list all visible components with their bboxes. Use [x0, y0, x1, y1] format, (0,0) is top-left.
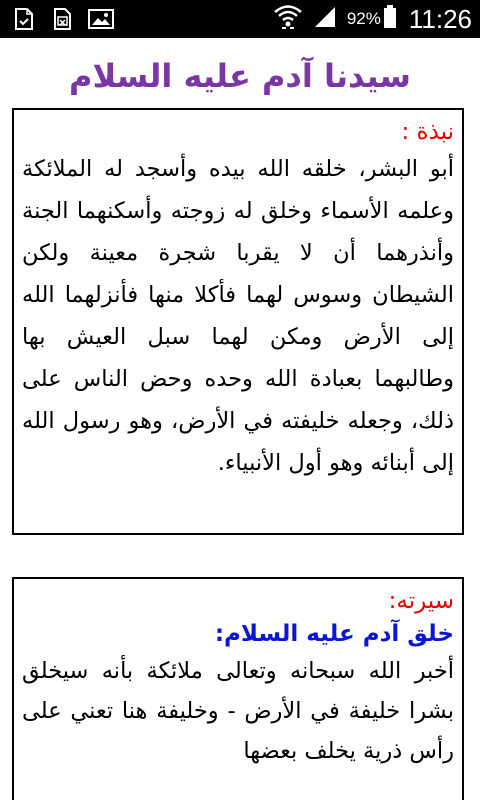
biography-label: سيرته:	[388, 588, 454, 614]
signal-icon	[313, 5, 337, 33]
wifi-icon	[273, 4, 303, 34]
article-scroll-area[interactable]	[0, 38, 480, 800]
status-bar	[0, 0, 480, 38]
page-title: سيدنا آدم عليه السلام	[69, 57, 411, 95]
bio-card	[12, 108, 464, 535]
sim-card-icon	[50, 7, 76, 31]
usb-transfer-icon	[12, 7, 38, 31]
creation-subheading: خلق آدم عليه السلام:	[214, 621, 454, 647]
system-indicators	[273, 0, 472, 38]
biography-text: أخبر الله سبحانه وتعالى ملائكة بأنه سيخلق بشرا خليفة في الأرض - وخليفة هنا تعني على رأس ذرية يخلف بعضها	[22, 658, 454, 764]
bio-text: أبو البشر، خلقه الله بيده وأسجد له الملائكة وعلمه الأسماء وخلق له زوجته وأسكنهما الجنة وأنذرهما أن لا يقربا شجرة معينة ولكن الشيطان وسوس لهما فأكلا منها فأنزلهما الله إلى الأرض ومكن لهما سبل العيش بها وطالبهما بعبادة الله وحده وحض الناس على ذلك، وجعله خليفته في الأرض، وهو رسول الله إلى أبنائه وهو أول الأنبياء.	[22, 156, 454, 476]
clock: 11:26	[408, 3, 472, 34]
notification-icons	[12, 7, 114, 31]
battery-icon	[383, 5, 397, 33]
biography-card	[12, 577, 464, 800]
bio-label: نبذة :	[401, 119, 454, 145]
battery-percent: 92%	[346, 9, 381, 28]
image-icon	[88, 7, 114, 31]
